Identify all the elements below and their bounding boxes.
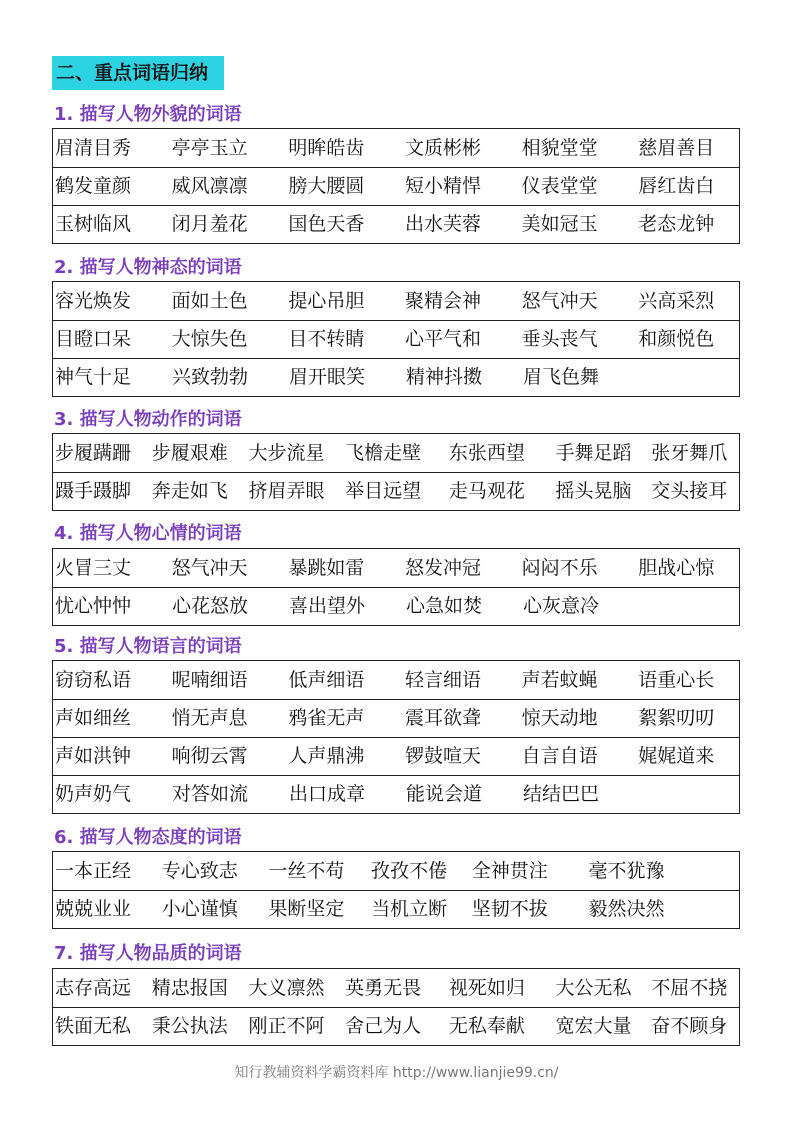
word-cell: 轻言细语: [404, 668, 481, 691]
table-row: [53, 205, 739, 243]
table-row: [53, 472, 739, 510]
word-table: [52, 851, 740, 929]
main-heading: 二、重点词语归纳: [52, 56, 224, 90]
word-cell: 对答如流: [172, 783, 249, 805]
word-cell: 人声鼎沸: [288, 745, 365, 767]
table-row: [53, 737, 739, 775]
section-title: 4. 描写人物心情的词语: [54, 523, 242, 544]
word-cell: 闭月羞花: [171, 213, 248, 235]
word-cell: 声若蚊蝇: [521, 668, 598, 691]
word-table: [52, 660, 740, 814]
word-cell: 自言自语: [521, 745, 598, 767]
word-cell: 不屈不挠: [651, 976, 728, 999]
word-cell: 蹑手蹑脚: [55, 480, 132, 502]
word-cell: 锣鼓喧天: [404, 745, 481, 767]
word-cell: 面如土色: [171, 289, 248, 312]
word-cell: 小心谨慎: [161, 898, 238, 920]
word-cell: 手舞足蹈: [555, 441, 632, 464]
word-table: [52, 548, 740, 626]
word-cell: 短小精悍: [404, 175, 481, 197]
word-cell: 心花怒放: [172, 595, 249, 617]
word-cell: 挤眉弄眼: [248, 480, 325, 502]
word-cell: 声如洪钟: [55, 745, 132, 767]
word-cell: 神气十足: [55, 366, 132, 388]
word-cell: 交头接耳: [651, 480, 728, 502]
word-cell: 喜出望外: [289, 595, 366, 617]
word-cell: 文质彬彬: [404, 136, 481, 159]
word-cell: 目瞪口呆: [55, 328, 132, 350]
word-cell: 一本正经: [55, 859, 132, 882]
table-row: [53, 1007, 739, 1045]
word-cell: 步履蹒跚: [55, 441, 132, 464]
word-cell: 专心致志: [161, 859, 238, 882]
word-cell: 步履艰难: [151, 441, 228, 464]
word-cell: 国色天香: [288, 213, 365, 235]
word-cell: 低声细语: [288, 668, 365, 691]
word-cell: 精忠报国: [151, 976, 228, 999]
word-cell: 鹤发童颜: [55, 175, 132, 197]
section-title: 6. 描写人物态度的词语: [54, 827, 242, 848]
word-cell: 孜孜不倦: [371, 859, 448, 882]
section-title: 5. 描写人物语言的词语: [54, 636, 242, 657]
word-cell: 聚精会神: [404, 289, 481, 312]
word-cell: 暴跳如雷: [288, 556, 365, 579]
word-cell: 美如冠玉: [521, 213, 598, 235]
word-table: [52, 128, 740, 244]
word-cell: 奔走如飞: [151, 480, 228, 502]
word-cell: 胆战心惊: [638, 556, 715, 579]
word-cell: 心急如焚: [406, 595, 483, 617]
word-cell: 宽宏大量: [555, 1015, 632, 1037]
word-cell: 仪表堂堂: [521, 175, 598, 197]
word-cell: 精神抖擞: [406, 366, 483, 388]
word-table: [52, 433, 740, 511]
word-cell: 果断坚定: [268, 898, 345, 920]
word-cell: 娓娓道来: [638, 745, 715, 767]
word-cell: 奋不顾身: [651, 1015, 728, 1037]
section-title: 1. 描写人物外貌的词语: [54, 104, 242, 125]
section-title: 3. 描写人物动作的词语: [54, 409, 242, 430]
word-cell: 火冒三丈: [55, 556, 132, 579]
word-cell: 英勇无畏: [345, 976, 422, 999]
word-cell: 出水芙蓉: [404, 213, 481, 235]
word-cell: 大义凛然: [248, 976, 325, 999]
word-cell: 声如细丝: [55, 707, 132, 729]
table-row: [53, 661, 739, 699]
table-row: [53, 890, 739, 928]
word-cell: 明眸皓齿: [288, 136, 365, 159]
word-cell: 玉树临风: [55, 213, 132, 235]
word-cell: 鸦雀无声: [288, 707, 365, 729]
word-cell: 坚韧不拔: [471, 898, 548, 920]
word-cell: 眉清目秀: [55, 136, 132, 159]
word-cell: 怒发冲冠: [404, 556, 481, 579]
word-cell: 毅然决然: [588, 898, 665, 920]
word-cell: 大公无私: [555, 976, 632, 999]
word-cell: 兴致勃勃: [172, 366, 249, 388]
word-cell: 奶声奶气: [55, 783, 132, 805]
table-row: [53, 358, 739, 396]
word-cell: 怒气冲天: [171, 556, 248, 579]
word-cell: 忧心忡忡: [55, 595, 132, 617]
word-cell: 老态龙钟: [638, 213, 715, 235]
word-cell: 走马观花: [448, 480, 525, 502]
word-cell: 相貌堂堂: [521, 136, 598, 159]
word-cell: 目不转睛: [288, 328, 365, 350]
word-cell: 垂头丧气: [521, 328, 598, 350]
word-cell: 全神贯注: [471, 859, 548, 882]
word-table: [52, 968, 740, 1046]
word-cell: 飞檐走壁: [345, 441, 422, 464]
word-cell: 悄无声息: [171, 707, 248, 729]
word-cell: 语重心长: [638, 668, 715, 691]
table-row: [53, 434, 739, 472]
word-table: [52, 281, 740, 397]
word-cell: 慈眉善目: [638, 136, 715, 159]
word-cell: 毫不犹豫: [588, 859, 665, 882]
word-cell: 膀大腰圆: [288, 175, 365, 197]
word-cell: 怒气冲天: [521, 289, 598, 312]
table-row: [53, 549, 739, 587]
table-row: [53, 320, 739, 358]
word-cell: 提心吊胆: [288, 289, 365, 312]
table-row: [53, 282, 739, 320]
word-cell: 舍己为人: [345, 1015, 422, 1037]
word-cell: 志存高远: [55, 976, 132, 999]
section-title: 2. 描写人物神态的词语: [54, 257, 242, 278]
word-cell: 兴高采烈: [638, 289, 715, 312]
word-cell: 刚正不阿: [248, 1015, 325, 1037]
word-cell: 东张西望: [448, 441, 525, 464]
word-cell: 呢喃细语: [171, 668, 248, 691]
word-cell: 秉公执法: [151, 1015, 228, 1037]
word-cell: 眉飞色舞: [523, 366, 600, 388]
word-cell: 威风凛凛: [171, 175, 248, 197]
word-cell: 闷闷不乐: [521, 556, 598, 579]
word-cell: 窃窃私语: [55, 668, 132, 691]
word-cell: 絮絮叨叨: [638, 707, 715, 729]
word-cell: 能说会道: [406, 783, 483, 805]
word-cell: 眉开眼笑: [289, 366, 366, 388]
footer-watermark: 知行教辅资料学霸资料库 http://www.lianjie99.cn/: [234, 1065, 559, 1081]
word-cell: 响彻云霄: [171, 745, 248, 767]
word-cell: 兢兢业业: [55, 898, 132, 920]
word-cell: 当机立断: [371, 898, 448, 920]
word-cell: 出口成章: [289, 783, 366, 805]
word-cell: 一丝不苟: [268, 859, 345, 882]
word-cell: 举目远望: [345, 480, 422, 502]
table-row: [53, 129, 739, 167]
table-row: [53, 852, 739, 890]
word-cell: 亭亭玉立: [171, 136, 248, 159]
word-cell: 视死如归: [448, 976, 525, 999]
word-cell: 无私奉献: [448, 1015, 525, 1037]
table-row: [53, 969, 739, 1007]
word-cell: 容光焕发: [55, 289, 132, 312]
word-cell: 心平气和: [404, 328, 481, 350]
word-cell: 唇红齿白: [638, 175, 715, 197]
word-cell: 和颜悦色: [638, 328, 715, 350]
word-cell: 大惊失色: [171, 328, 248, 350]
word-cell: 大步流星: [248, 441, 325, 464]
word-cell: 结结巴巴: [523, 783, 600, 805]
table-row: [53, 699, 739, 737]
table-row: [53, 167, 739, 205]
word-cell: 震耳欲聋: [404, 707, 481, 729]
section-title: 7. 描写人物品质的词语: [54, 943, 242, 964]
word-cell: 摇头晃脑: [555, 480, 632, 502]
word-cell: 惊天动地: [521, 707, 598, 729]
word-cell: 铁面无私: [55, 1015, 132, 1037]
word-cell: 心灰意冷: [523, 595, 600, 617]
word-cell: 张牙舞爪: [651, 441, 728, 464]
table-row: [53, 775, 739, 813]
table-row: [53, 587, 739, 625]
